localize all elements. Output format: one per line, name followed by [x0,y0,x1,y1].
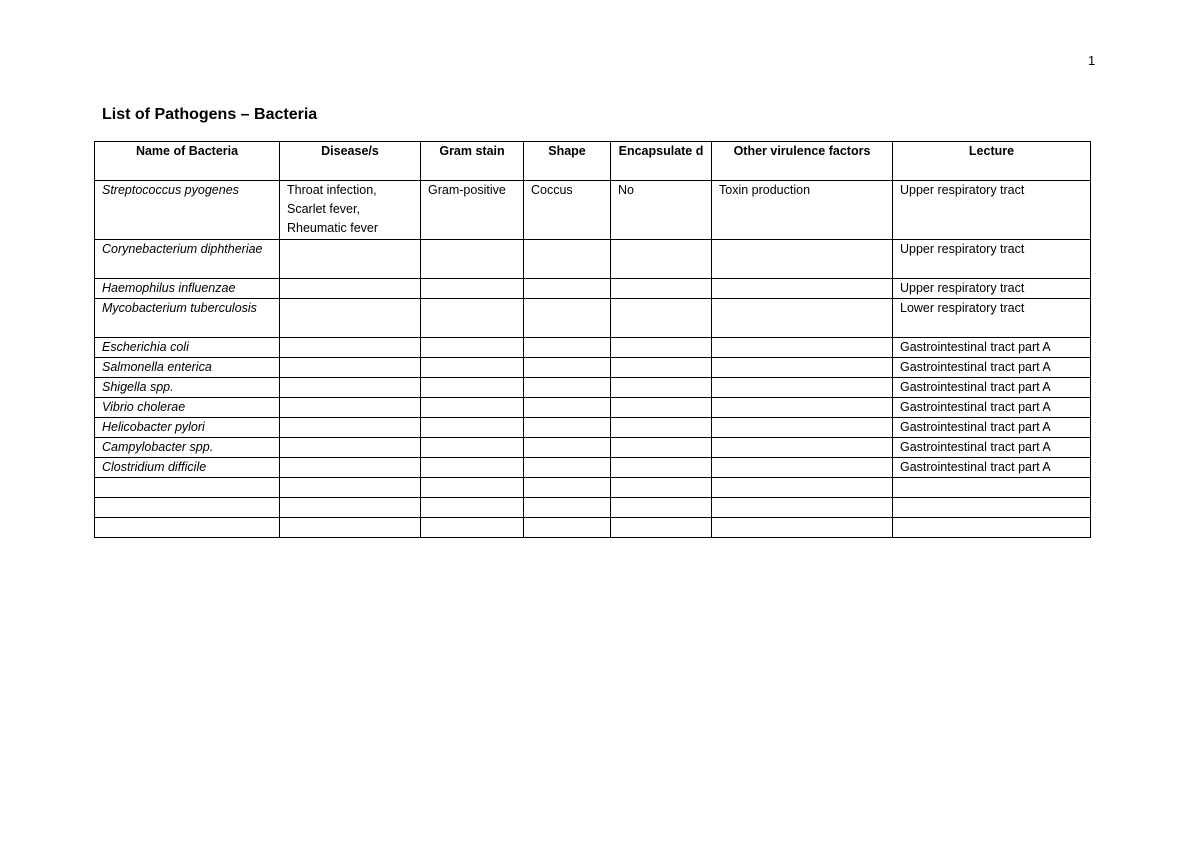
cell-encapsulated[interactable] [611,378,712,398]
cell-gram-stain[interactable] [421,398,524,418]
cell-lecture[interactable] [893,478,1091,498]
cell-bacteria-name[interactable]: Salmonella enterica [95,358,280,378]
table-row [95,338,1091,358]
table-row [95,438,1091,458]
cell-lecture[interactable]: Gastrointestinal tract part A [893,418,1091,438]
pathogen-table [94,141,1091,538]
cell-encapsulated[interactable]: No [611,181,712,240]
cell-lecture[interactable]: Upper respiratory tract [893,240,1091,279]
cell-disease[interactable]: Throat infection, Scarlet fever, Rheumatic fever [280,181,421,240]
cell-encapsulated[interactable] [611,358,712,378]
table-row [95,299,1091,338]
cell-disease[interactable] [280,518,421,538]
cell-virulence-factors[interactable] [712,498,893,518]
table-row [95,279,1091,299]
cell-gram-stain[interactable] [421,299,524,338]
cell-gram-stain[interactable] [421,418,524,438]
cell-disease[interactable] [280,378,421,398]
cell-virulence-factors[interactable] [712,240,893,279]
cell-bacteria-name[interactable] [95,478,280,498]
cell-virulence-factors[interactable] [712,358,893,378]
table-row [95,378,1091,398]
cell-disease[interactable] [280,279,421,299]
cell-shape[interactable] [524,498,611,518]
cell-shape[interactable]: Coccus [524,181,611,240]
cell-gram-stain[interactable] [421,458,524,478]
cell-disease[interactable] [280,240,421,279]
cell-shape[interactable] [524,358,611,378]
document-title: List of Pathogens – Bacteria [102,106,318,123]
cell-disease[interactable] [280,299,421,338]
cell-gram-stain[interactable]: Gram-positive [421,181,524,240]
cell-virulence-factors[interactable] [712,458,893,478]
cell-shape[interactable] [524,338,611,358]
cell-encapsulated[interactable] [611,458,712,478]
table-row [95,458,1091,478]
cell-encapsulated[interactable] [611,438,712,458]
table-row [95,478,1091,498]
cell-gram-stain[interactable] [421,478,524,498]
cell-bacteria-name[interactable]: Helicobacter pylori [95,418,280,438]
cell-shape[interactable] [524,458,611,478]
cell-disease[interactable] [280,458,421,478]
cell-shape[interactable] [524,378,611,398]
cell-encapsulated[interactable] [611,498,712,518]
cell-encapsulated[interactable] [611,299,712,338]
cell-gram-stain[interactable] [421,279,524,299]
cell-virulence-factors[interactable] [712,378,893,398]
cell-lecture[interactable]: Gastrointestinal tract part A [893,458,1091,478]
cell-lecture[interactable]: Gastrointestinal tract part A [893,378,1091,398]
cell-disease[interactable] [280,438,421,458]
cell-lecture[interactable] [893,498,1091,518]
page-number: 1 [1088,53,1096,68]
cell-gram-stain[interactable] [421,378,524,398]
cell-bacteria-name[interactable]: Escherichia coli [95,338,280,358]
cell-bacteria-name[interactable]: Streptococcus pyogenes [95,181,280,240]
table-row [95,518,1091,538]
header-encapsulated: Encapsulate d [611,142,712,181]
table-row [95,181,1091,240]
cell-gram-stain[interactable] [421,338,524,358]
cell-virulence-factors[interactable] [712,478,893,498]
cell-gram-stain[interactable] [421,518,524,538]
cell-virulence-factors[interactable] [712,438,893,458]
cell-lecture[interactable] [893,518,1091,538]
cell-virulence-factors[interactable] [712,418,893,438]
cell-bacteria-name[interactable] [95,498,280,518]
cell-disease[interactable] [280,338,421,358]
cell-shape[interactable] [524,478,611,498]
table-row [95,240,1091,279]
table-row [95,498,1091,518]
cell-gram-stain[interactable] [421,358,524,378]
cell-virulence-factors[interactable] [712,279,893,299]
cell-encapsulated[interactable] [611,518,712,538]
cell-encapsulated[interactable] [611,240,712,279]
cell-shape[interactable] [524,438,611,458]
header-shape: Shape [524,142,611,181]
cell-lecture[interactable]: Upper respiratory tract [893,279,1091,299]
cell-lecture[interactable]: Lower respiratory tract [893,299,1091,338]
cell-bacteria-name[interactable]: Shigella spp. [95,378,280,398]
cell-disease[interactable] [280,418,421,438]
cell-encapsulated[interactable] [611,279,712,299]
cell-disease[interactable] [280,478,421,498]
cell-shape[interactable] [524,279,611,299]
cell-disease[interactable] [280,498,421,518]
header-name-of-bacteria: Name of Bacteria [95,142,280,181]
cell-virulence-factors[interactable] [712,518,893,538]
table-row [95,398,1091,418]
cell-virulence-factors[interactable] [712,398,893,418]
cell-bacteria-name[interactable]: Vibrio cholerae [95,398,280,418]
cell-lecture[interactable]: Upper respiratory tract [893,181,1091,240]
cell-lecture[interactable]: Gastrointestinal tract part A [893,338,1091,358]
cell-disease[interactable] [280,398,421,418]
cell-encapsulated[interactable] [611,418,712,438]
cell-lecture[interactable]: Gastrointestinal tract part A [893,398,1091,418]
cell-shape[interactable] [524,240,611,279]
cell-bacteria-name[interactable]: Mycobacterium tuberculosis [95,299,280,338]
cell-bacteria-name[interactable] [95,518,280,538]
cell-gram-stain[interactable] [421,240,524,279]
header-diseases: Disease/s [280,142,421,181]
cell-shape[interactable] [524,518,611,538]
cell-encapsulated[interactable] [611,478,712,498]
cell-encapsulated[interactable] [611,398,712,418]
header-gram-stain: Gram stain [421,142,524,181]
cell-gram-stain[interactable] [421,498,524,518]
table-row [95,418,1091,438]
cell-bacteria-name[interactable]: Campylobacter spp. [95,438,280,458]
cell-virulence-factors[interactable] [712,338,893,358]
cell-lecture[interactable]: Gastrointestinal tract part A [893,438,1091,458]
cell-virulence-factors[interactable]: Toxin production [712,181,893,240]
cell-bacteria-name[interactable]: Haemophilus influenzae [95,279,280,299]
header-lecture: Lecture [893,142,1091,181]
cell-disease[interactable] [280,358,421,378]
cell-shape[interactable] [524,299,611,338]
cell-virulence-factors[interactable] [712,299,893,338]
header-other-virulence-factors: Other virulence factors [712,142,893,181]
cell-lecture[interactable]: Gastrointestinal tract part A [893,358,1091,378]
cell-shape[interactable] [524,398,611,418]
cell-encapsulated[interactable] [611,338,712,358]
cell-gram-stain[interactable] [421,438,524,458]
cell-bacteria-name[interactable]: Clostridium difficile [95,458,280,478]
table-header-row [95,142,1091,181]
cell-shape[interactable] [524,418,611,438]
table-row [95,358,1091,378]
cell-bacteria-name[interactable]: Corynebacterium diphtheriae [95,240,280,279]
